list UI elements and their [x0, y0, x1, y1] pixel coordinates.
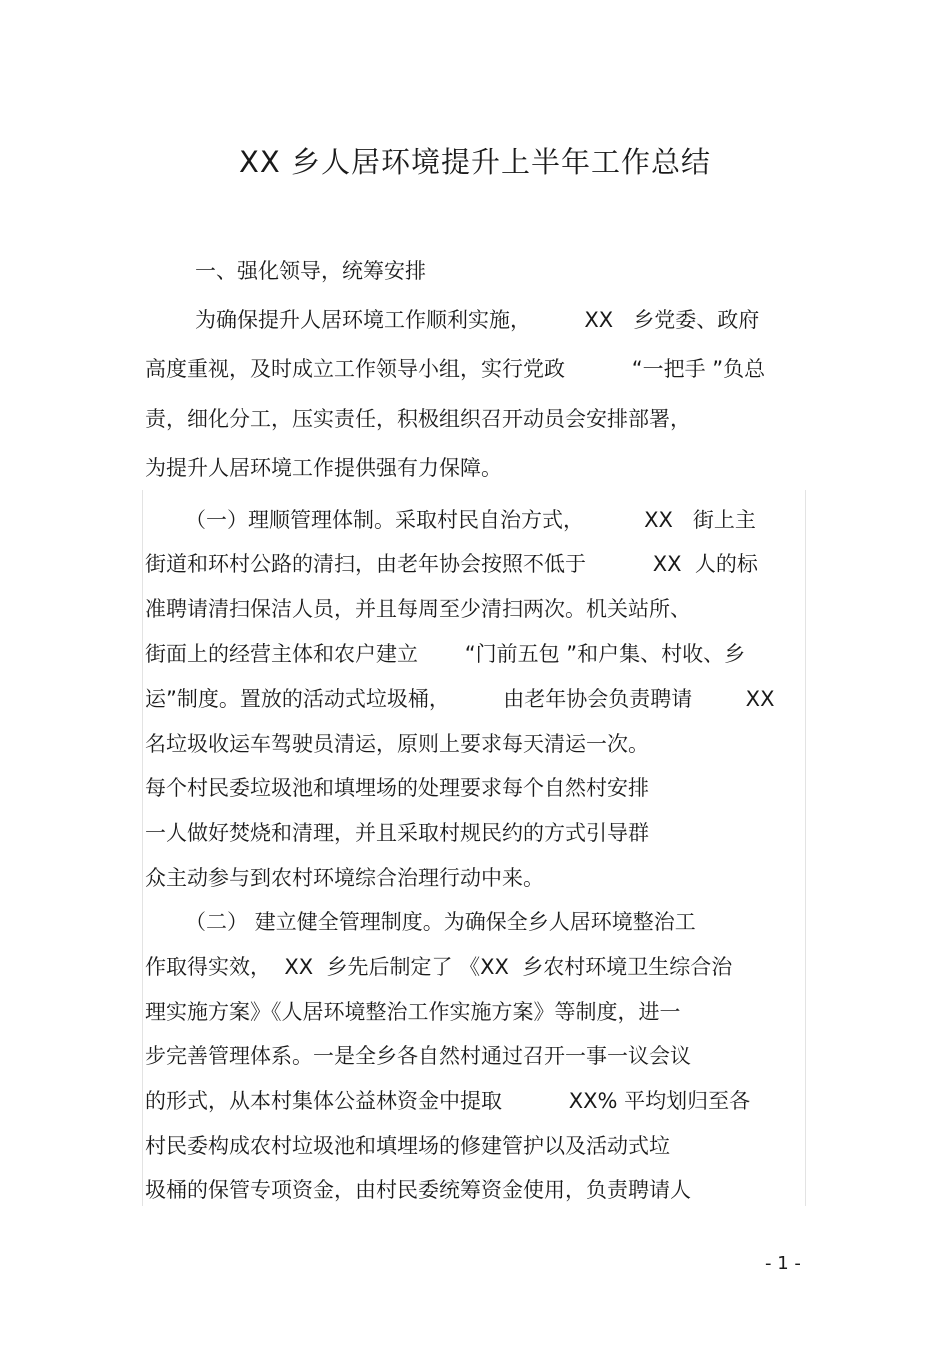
paragraph-line: （二） 建立健全管理制度。为确保全乡人居环境整治工	[145, 910, 696, 934]
section-heading: 一、强化领导，统筹安排	[195, 259, 426, 283]
paragraph-line: 为提升人居环境工作提供强有力保障。	[145, 456, 502, 480]
paragraph-line: 责，细化分工，压实责任，积极组织召开动员会安排部署，	[145, 407, 691, 431]
paragraph-line: 高度重视，及时成立工作领导小组，实行党政 “一把手 ”负总	[145, 357, 766, 381]
paragraph-line: 理实施方案》《人居环境整治工作实施方案》等制度，进一	[145, 1000, 681, 1024]
paragraph-line: 每个村民委垃圾池和填埋场的处理要求每个自然村安排	[145, 776, 649, 800]
paragraph-line: （一）理顺管理体制。采取村民自治方式， XX 街上主	[145, 508, 756, 532]
paragraph-line: 街面上的经营主体和农户建立 “门前五包 ”和户集、村收、乡	[145, 642, 746, 666]
paragraph-line: 作取得实效， XX 乡先后制定了 《XX 乡农村环境卫生综合治	[145, 955, 733, 979]
page-number: - 1 -	[765, 1253, 801, 1274]
paragraph-line: 名垃圾收运车驾驶员清运，原则上要求每天清运一次。	[145, 732, 649, 756]
paragraph-line: 圾桶的保管专项资金，由村民委统筹资金使用，负责聘请人	[145, 1178, 691, 1202]
paragraph-line: 一人做好焚烧和清理，并且采取村规民约的方式引导群	[145, 821, 649, 845]
paragraph-line: 步完善管理体系。一是全乡各自然村通过召开一事一议会议	[145, 1044, 691, 1068]
paragraph-line: 街道和环村公路的清扫，由老年协会按照不低于 XX 人的标	[145, 552, 758, 576]
paragraph-line: 村民委构成农村垃圾池和填埋场的修建管护以及活动式垃	[145, 1134, 670, 1158]
paragraph-line: 为确保提升人居环境工作顺利实施， XX 乡党委、政府	[195, 308, 760, 332]
paragraph-line: 的形式，从本村集体公益林资金中提取 XX% 平均划归至各	[145, 1089, 751, 1113]
paragraph-line: 运”制度。置放的活动式垃圾桶， 由老年协会负责聘请 XX	[145, 687, 775, 711]
paragraph-line: 准聘请清扫保洁人员，并且每周至少清扫两次。机关站所、	[145, 597, 691, 621]
paragraph-line: 众主动参与到农村环境综合治理行动中来。	[145, 866, 544, 890]
document-title: XX 乡人居环境提升上半年工作总结	[239, 145, 711, 179]
